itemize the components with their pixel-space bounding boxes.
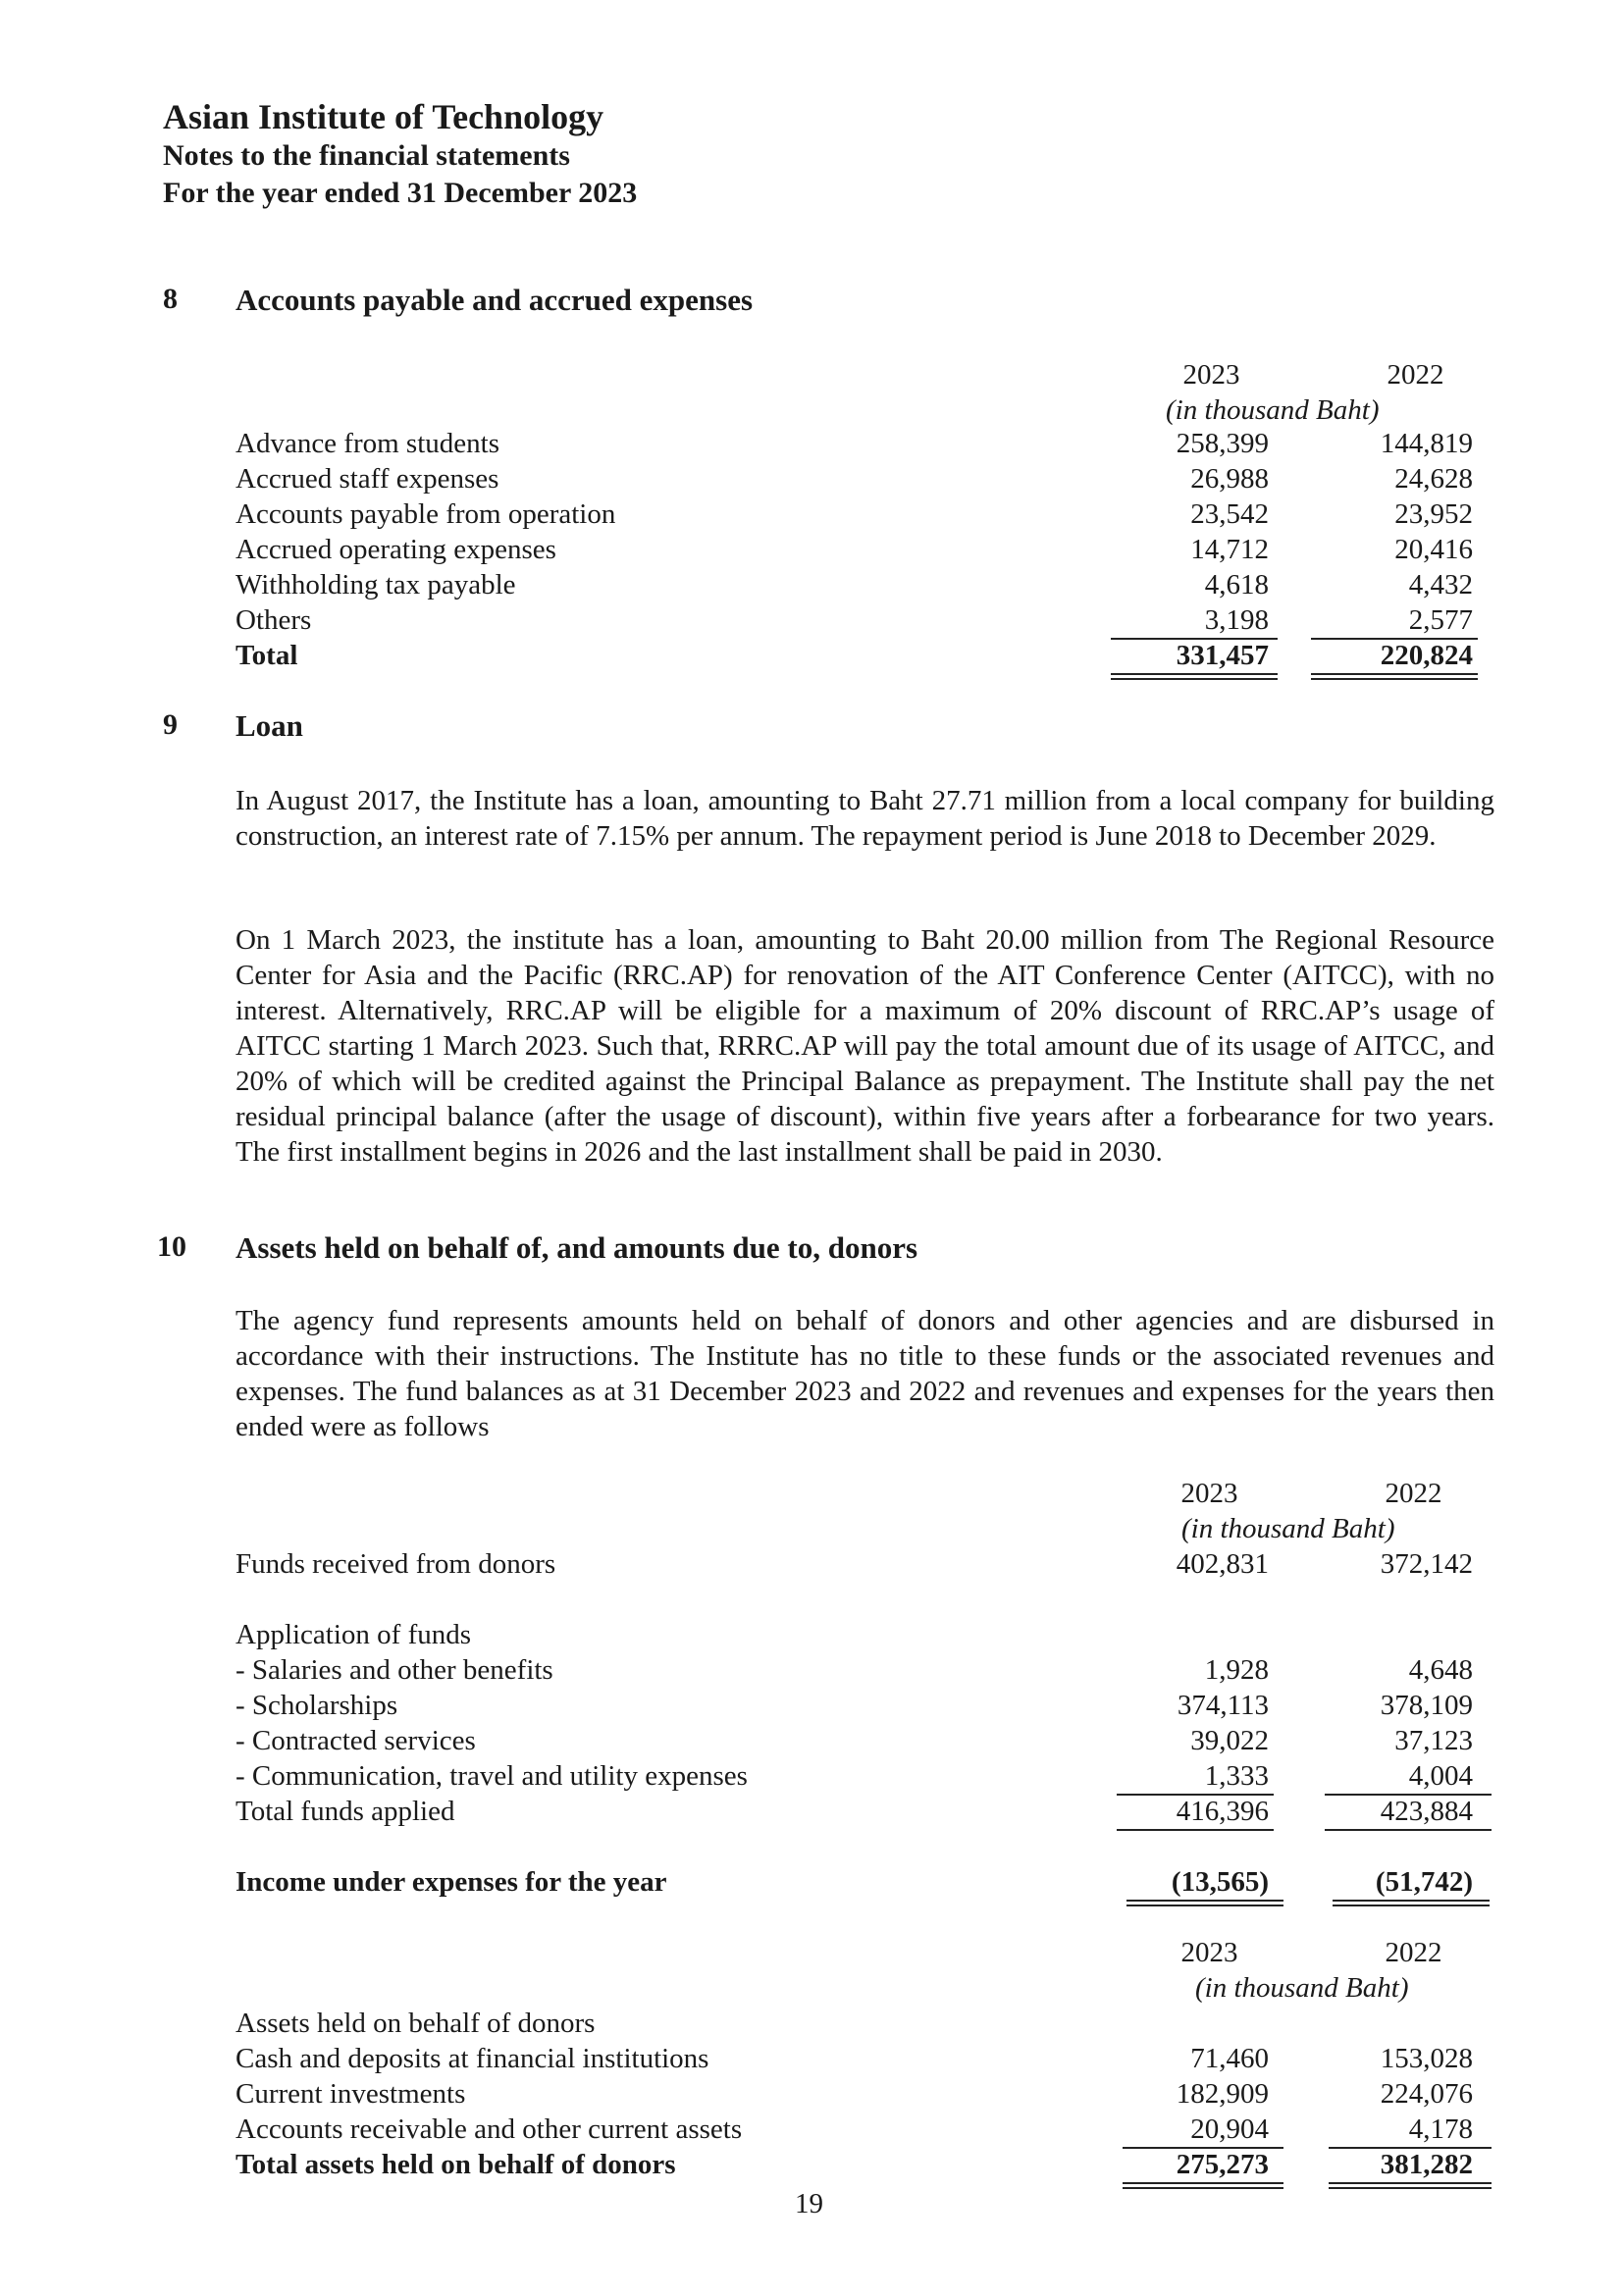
value-2023: 14,712 (1190, 534, 1269, 565)
row-label: Funds received from donors (236, 1548, 556, 1580)
value-2022: 372,142 (1380, 1548, 1473, 1580)
s8-unit: (in thousand Baht) (1166, 394, 1380, 426)
value-2023: 39,022 (1190, 1725, 1269, 1756)
section-9-title: Loan (236, 708, 303, 743)
value-2023: 402,831 (1176, 1548, 1269, 1580)
value-2023: 20,904 (1190, 2113, 1269, 2145)
value-2022: 153,028 (1380, 2043, 1473, 2074)
s8-row-payable-operation (236, 496, 1494, 532)
value-2022: 423,884 (1380, 1796, 1473, 1827)
value-2022: 4,178 (1408, 2113, 1473, 2145)
value-2022: 381,282 (1380, 2149, 1473, 2180)
value-2023: 26,988 (1190, 463, 1269, 495)
s10-assets-year-2022: 2022 (1385, 1937, 1442, 1968)
section-8-number: 8 (163, 283, 178, 315)
s8-row-withholding-tax (236, 567, 1494, 602)
row-label: Total funds applied (236, 1796, 455, 1827)
value-2023: 1,333 (1204, 1760, 1269, 1792)
s10-assets-year-2023: 2023 (1180, 1937, 1238, 1968)
value-2022: 37,123 (1394, 1725, 1473, 1756)
value-2023: 374,113 (1177, 1690, 1269, 1721)
section-10-title: Assets held on behalf of, and amounts due to, donors (236, 1230, 918, 1265)
s8-year-2022: 2022 (1387, 359, 1444, 391)
s10-row-funds-received (236, 1546, 1494, 1582)
value-2023: 275,273 (1176, 2149, 1269, 2180)
period-title: For the year ended 31 December 2023 (163, 177, 638, 209)
s10-row-total-assets (236, 2147, 1494, 2182)
agency-fund-paragraph: The agency fund represents amounts held on behalf of donors and other agencies and are disbursed in accordance with their instructions. The Institute has no title to these funds or the associated revenues and expenses. The fund balances as at 31 December 2023 and 2022 and revenues and expenses for the years then ended were as follows (236, 1305, 1494, 1442)
row-label: Accrued staff expenses (236, 463, 499, 495)
value-2023: 416,396 (1176, 1796, 1269, 1827)
s10-income-double-rule-2022 (1333, 1900, 1490, 1906)
s8-row-total (236, 638, 1494, 673)
s10-row-accounts-receivable (236, 2112, 1494, 2147)
row-label: Advance from students (236, 428, 499, 459)
value-2022: 2,577 (1408, 604, 1473, 636)
s10-assets-heading (236, 2006, 1494, 2041)
value-2022: 4,648 (1408, 1654, 1473, 1686)
row-label: Current investments (236, 2078, 466, 2110)
doc-subtitle: Notes to the financial statements (163, 139, 570, 172)
s10-row-contracted-services (236, 1723, 1494, 1758)
loan-paragraph-1: In August 2017, the Institute has a loan, amounting to Baht 27.71 million from a local company for building construction, an interest rate of 7.15% per annum. The repayment period is June 2018 to December 2029. (236, 785, 1494, 852)
s8-row-advance-students (236, 426, 1494, 461)
s10-total-assets-double-rule-2023 (1123, 2182, 1283, 2189)
value-2023: 4,618 (1204, 569, 1269, 600)
section-9-number: 9 (163, 708, 178, 741)
row-label: Cash and deposits at financial institutions (236, 2043, 709, 2074)
value-2023: (13,565) (1171, 1866, 1269, 1898)
row-label: Assets held on behalf of donors (236, 2008, 596, 2039)
row-label: Others (236, 604, 312, 636)
value-2022: 24,628 (1394, 463, 1473, 495)
s10-row-salaries (236, 1652, 1494, 1688)
value-2022: 20,416 (1394, 534, 1473, 565)
s8-row-others (236, 602, 1494, 638)
s10-income-double-rule-2023 (1126, 1900, 1283, 1906)
row-label: Accounts receivable and other current assets (236, 2113, 743, 2145)
s10-total-assets-double-rule-2022 (1329, 2182, 1492, 2189)
value-2022: (51,742) (1375, 1866, 1473, 1898)
page-number: 19 (795, 2188, 823, 2219)
row-label: - Contracted services (236, 1725, 476, 1756)
value-2022: 224,076 (1380, 2078, 1473, 2110)
s10-assets-unit: (in thousand Baht) (1195, 1972, 1409, 2004)
value-2022: 378,109 (1380, 1690, 1473, 1721)
row-label: - Salaries and other benefits (236, 1654, 553, 1686)
row-label: Withholding tax payable (236, 569, 516, 600)
row-label: Accounts payable from operation (236, 498, 616, 530)
s10-row-total-applied (236, 1794, 1494, 1829)
value-2023: 258,399 (1176, 428, 1269, 459)
value-2022: 220,824 (1380, 640, 1473, 671)
s8-row-operating-expenses (236, 532, 1494, 567)
s10-year-2022: 2022 (1385, 1478, 1442, 1509)
value-2023: 3,198 (1204, 604, 1269, 636)
row-label: Accrued operating expenses (236, 534, 556, 565)
row-label: Application of funds (236, 1619, 472, 1650)
s10-applied-bottom-rule-2023 (1117, 1829, 1274, 1831)
s10-year-2023: 2023 (1180, 1478, 1238, 1509)
value-2023: 1,928 (1204, 1654, 1269, 1686)
s10-row-communication (236, 1758, 1494, 1794)
s8-year-2023: 2023 (1182, 359, 1240, 391)
s10-row-current-investments (236, 2076, 1494, 2112)
value-2023: 71,460 (1190, 2043, 1269, 2074)
s10-row-cash-deposits (236, 2041, 1494, 2076)
s10-application-heading (236, 1617, 1494, 1652)
value-2023: 23,542 (1190, 498, 1269, 530)
s10-unit: (in thousand Baht) (1181, 1513, 1395, 1544)
value-2022: 4,432 (1408, 569, 1473, 600)
s8-row-staff-expenses (236, 461, 1494, 496)
row-label: Total assets held on behalf of donors (236, 2149, 676, 2180)
section-10-number: 10 (157, 1230, 186, 1263)
org-title: Asian Institute of Technology (163, 97, 604, 136)
value-2022: 23,952 (1394, 498, 1473, 530)
s10-applied-bottom-rule-2022 (1325, 1829, 1492, 1831)
s10-row-scholarships (236, 1688, 1494, 1723)
row-label: Income under expenses for the year (236, 1866, 667, 1898)
row-label: - Communication, travel and utility expenses (236, 1760, 748, 1792)
s10-row-income-under-expenses (236, 1864, 1494, 1900)
value-2023: 331,457 (1176, 640, 1269, 671)
row-label: Total (236, 640, 298, 671)
s8-total-double-rule-2022 (1311, 673, 1478, 680)
value-2022: 144,819 (1380, 428, 1473, 459)
value-2022: 4,004 (1408, 1760, 1473, 1792)
value-2023: 182,909 (1176, 2078, 1269, 2110)
loan-paragraph-2: On 1 March 2023, the institute has a loan, amounting to Baht 20.00 million from The Regional Resource Center for Asia and the Pacific (RRC.AP) for renovation of the AIT Conference Center (AITCC), with no interest. Alternatively, RRC.AP will be eligible for a maximum of 20% discount of RRC.AP’s usage of AITCC starting 1 March 2023. Such that, RRRC.AP will pay the total amount due of its usage of AITCC, and 20% of which will be credited against the Principal Balance as prepayment. The Institute shall pay the net residual principal balance (after the usage of discount), within five years after a forbearance for two years. The first installment begins in 2026 and the last installment shall be paid in 2030. (236, 924, 1494, 1168)
row-label: - Scholarships (236, 1690, 398, 1721)
s8-total-double-rule-2023 (1111, 673, 1278, 680)
section-8-title: Accounts payable and accrued expenses (236, 283, 754, 317)
